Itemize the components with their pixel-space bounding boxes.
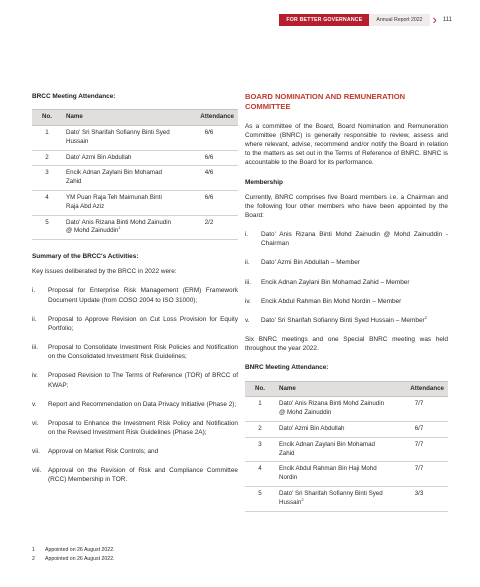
list-item-content: Report and Recommendation on Data Privacy Initiative (Phase 2); [48, 400, 237, 408]
row-number: 4 [32, 190, 62, 215]
list-item-content: Approval on Market Risk Controls; and [48, 448, 159, 456]
table-row [245, 462, 448, 487]
column-header-attendance: Attendance [390, 381, 448, 397]
table-row [32, 215, 238, 240]
left-column [32, 92, 238, 495]
member-name [62, 150, 180, 166]
table-row [32, 150, 238, 166]
list-item [32, 400, 238, 409]
list-item-text [48, 466, 238, 484]
member-name [62, 125, 180, 150]
column-header-attendance: Attendance [180, 110, 238, 126]
column-header-no: No. [32, 110, 62, 126]
attendance-value: 4/6 [180, 166, 238, 191]
list-item-text [48, 371, 238, 389]
member-name-text: Dato' Azmi Bin Abdullah [279, 424, 345, 432]
member-name [275, 462, 390, 487]
table-row [32, 125, 238, 150]
member-name [62, 190, 180, 215]
list-item-content: Proposed Revision to The Terms of Reference (TOR) of BRCC of KWAP; [48, 372, 238, 389]
column-header-name: Name [275, 381, 390, 397]
attendance-value: 7/7 [390, 462, 448, 487]
member-name-text: YM Puan Raja Teh Maimunah Binti Raja Abd Aziz [66, 193, 162, 210]
member-name-text: Encik Adnan Zaylani Bin Mohamad Zahid [279, 440, 375, 457]
member-name-text: Encik Abdul Rahman Bin Haji Mohd Nordin [279, 465, 377, 482]
list-item-text [48, 419, 238, 437]
member-name [275, 486, 390, 511]
list-item-content: Dato' Anis Rizana Binti Mohd Zainudin @ Mohd Zainuddin - Chairman [261, 231, 448, 248]
list-item-number: iv. [32, 372, 38, 380]
list-item-content: Proposal to Enhance the Investment Risk Policy and Notification on the Revised Investment Risk Guidelines (Phase 2A); [48, 419, 238, 436]
row-number: 3 [32, 166, 62, 191]
table-row [245, 397, 448, 422]
list-item-text [48, 315, 238, 333]
footnote-marker: 2 [301, 496, 304, 502]
member-name [62, 166, 180, 191]
list-item-content: Dato' Sri Sharifah Sofianny Binti Syed Hussain – Member [261, 316, 425, 324]
report-label: Annual Report 2022 [369, 14, 429, 26]
list-item-text [261, 278, 448, 287]
row-number: 1 [32, 125, 62, 150]
page-number: 111 [442, 17, 452, 23]
list-item-number: i. [245, 231, 249, 239]
membership-text: Currently, BNRC comprises five Board members i.e. a Chairman and the following four other members who have been appointed by the Board: [245, 193, 448, 219]
list-item-number: vii. [32, 448, 40, 456]
list-item-content: Encik Abdul Rahman Bin Mohd Nordin – Member [261, 297, 402, 305]
list-item-content: Encik Adnan Zaylani Bin Mohamad Zahid – Member [261, 278, 410, 286]
column-header-name: Name [62, 110, 180, 126]
list-item-text [48, 343, 238, 361]
member-name-text: Dato' Sri Sharifah Sofianny Binti Syed Hussain [66, 128, 170, 145]
table-header-row [32, 110, 238, 126]
list-item [245, 278, 448, 287]
footnote-text: Appointed on 26 August 2022. [45, 555, 115, 562]
member-name-text: Dato' Sri Sharifah Sofianny Binti Syed Hussain [279, 489, 383, 506]
row-number: 1 [245, 397, 275, 422]
list-item-content: Proposal to Approve Revision on Cut Loss Provision for Equity Portfolio; [48, 315, 238, 332]
list-item [32, 447, 238, 456]
bnrc-attendance-heading: BNRC Meeting Attendance: [245, 364, 329, 372]
list-item-content: Approval on the Revision of Risk and Compliance Committee (RCC) Membership in TOR. [48, 467, 238, 484]
list-item-text [261, 316, 448, 325]
list-item [32, 315, 238, 333]
column-header-no: No. [245, 381, 275, 397]
list-item-content: Proposal to Consolidate Investment Risk Policies and Notification on the Consolidated Investment Risk Guidelines; [48, 344, 238, 361]
row-number: 5 [245, 486, 275, 511]
table-header-row [245, 381, 448, 397]
list-item [32, 466, 238, 484]
row-number: 2 [245, 421, 275, 437]
list-item-number: vi. [32, 419, 39, 427]
list-item-number: v. [245, 316, 250, 324]
bnrc-attendance-table [245, 381, 448, 512]
membership-heading: Membership [245, 178, 283, 186]
bnrc-title: BOARD NOMINATION AND REMUNERATION COMMITTEE [245, 92, 406, 111]
list-item-number: v. [32, 400, 37, 408]
bnrc-member-list [245, 230, 448, 325]
brcc-attendance-heading: BRCC Meeting Attendance: [32, 93, 116, 100]
list-item-content: Dato' Azmi Bin Abdullah – Member [261, 259, 360, 267]
footnote [32, 546, 242, 555]
list-item-text [261, 230, 448, 248]
footnote-mark: 2 [32, 555, 35, 562]
list-item [245, 230, 448, 248]
member-name [62, 215, 180, 240]
list-item-text [48, 400, 238, 409]
footnote [32, 555, 242, 564]
list-item-number: viii. [32, 467, 42, 475]
attendance-value: 7/7 [390, 437, 448, 462]
table-row [245, 437, 448, 462]
list-item-number: ii. [245, 259, 250, 267]
list-item [245, 297, 448, 306]
meetings-text: Six BNRC meetings and one Special BNRC meeting was held throughout the year 2022. [245, 336, 448, 353]
row-number: 4 [245, 462, 275, 487]
member-name-text: Dato' Anis Rizana Binti Mohd Zainudin @ Mohd Zainuddin [279, 400, 385, 417]
list-item [32, 419, 238, 437]
footnote-text: Appointed on 26 August 2022. [45, 547, 115, 553]
list-item-text [261, 297, 448, 306]
section-label: FOR BETTER GOVERNANCE [279, 14, 369, 26]
list-item-number: ii. [32, 315, 37, 323]
table-row [245, 421, 448, 437]
table-row [32, 190, 238, 215]
footnote-mark: 1 [32, 547, 35, 553]
list-item-content: Proposal for Enterprise Risk Management (ERM) Framework Document Update (from COSO 2004 to ISO 31000); [48, 287, 238, 304]
brcc-attendance-table [32, 109, 238, 240]
row-number: 3 [245, 437, 275, 462]
list-item [32, 286, 238, 304]
footnote-marker: 2 [424, 314, 427, 320]
row-number: 5 [32, 215, 62, 240]
list-item [245, 258, 448, 267]
brcc-activities-list [32, 286, 238, 484]
attendance-value: 6/6 [180, 190, 238, 215]
attendance-value: 6/6 [180, 150, 238, 166]
member-name-text: Dato' Azmi Bin Abdullah [66, 153, 132, 161]
list-item [32, 343, 238, 361]
list-item-text [48, 447, 238, 456]
attendance-value: 3/3 [390, 486, 448, 511]
attendance-value: 2/2 [180, 215, 238, 240]
list-item [32, 371, 238, 389]
attendance-value: 6/6 [180, 125, 238, 150]
brcc-summary-heading: Summary of the BRCC's Activities: [32, 253, 139, 261]
table-row [32, 166, 238, 191]
footnote-marker: 1 [118, 225, 121, 231]
bnrc-intro: As a committee of the Board, Board Nomination and Remuneration Committee (BNRC) is generally responsible to review, assess and where relevant, advise, recommend and/or notify the Board in relation to the matters as set out in the Terms of Reference of BNRC. BNRC is accountable to the Board for its performance. [245, 122, 448, 167]
member-name [275, 421, 390, 437]
list-item-number: iii. [32, 344, 39, 352]
member-name [275, 397, 390, 422]
member-name-text: Encik Adnan Zaylani Bin Mohamad Zahid [66, 169, 162, 186]
attendance-value: 6/7 [390, 421, 448, 437]
chevron-right-icon: › [432, 12, 437, 27]
list-item-text [48, 286, 238, 304]
list-item-number: iv. [245, 297, 251, 305]
attendance-value: 7/7 [390, 397, 448, 422]
list-item-text [261, 258, 448, 267]
footnotes [32, 546, 242, 564]
list-item-number: iii. [245, 278, 252, 286]
row-number: 2 [32, 150, 62, 166]
list-item [245, 316, 448, 325]
member-name-text: Dato' Anis Rizana Binti Mohd Zainudin @ Mohd Zainuddin [66, 218, 172, 235]
brcc-intro: Key issues deliberated by the BRCC in 2022 were: [32, 268, 177, 276]
table-row [245, 486, 448, 511]
right-column [245, 92, 448, 512]
list-item-number: i. [32, 287, 36, 295]
page-header [279, 14, 452, 26]
member-name [275, 437, 390, 462]
